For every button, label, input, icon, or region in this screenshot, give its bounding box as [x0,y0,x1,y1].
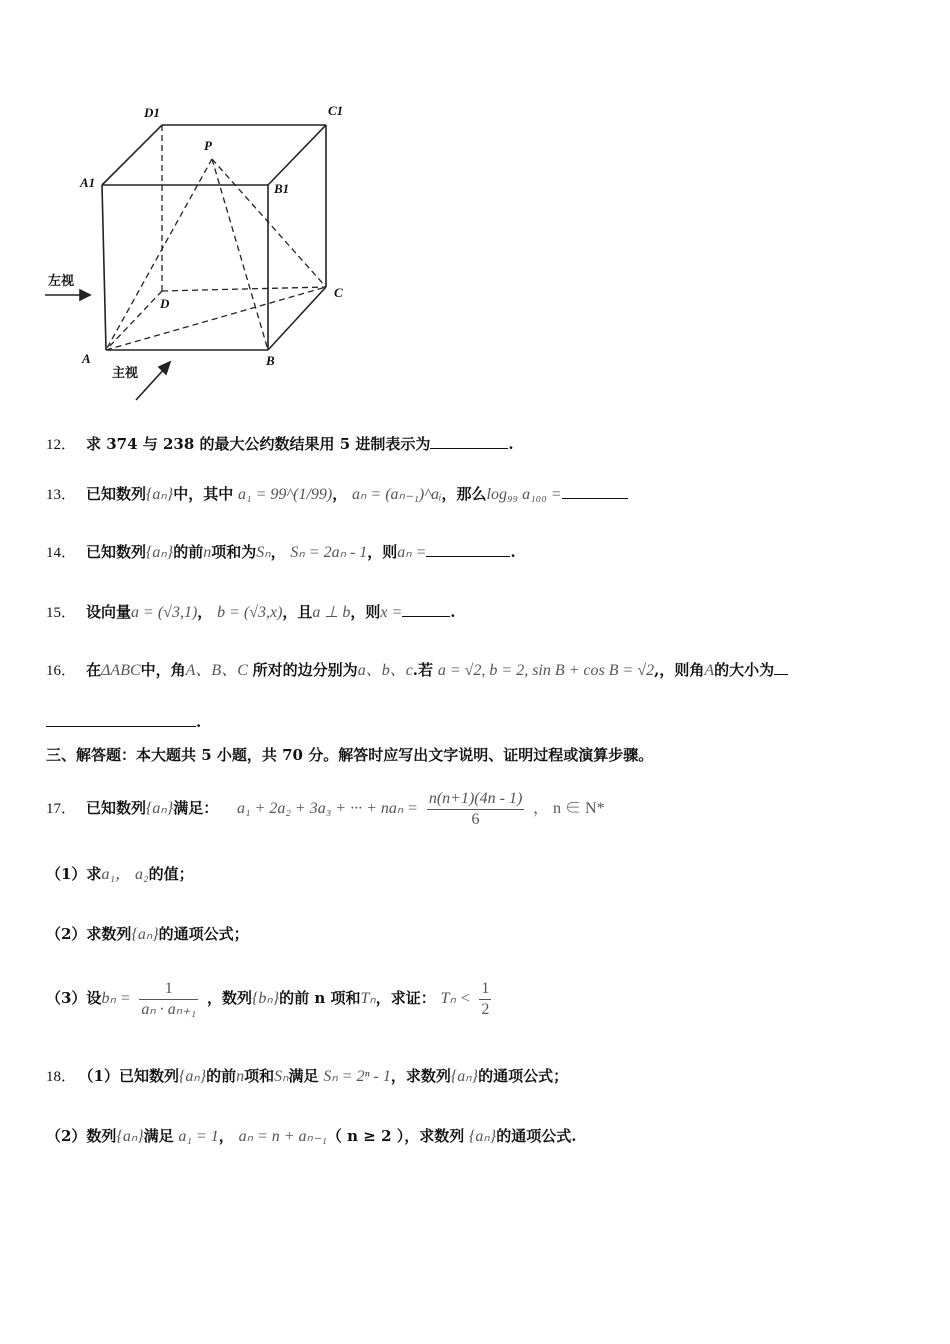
answer-blank-16 [46,712,196,727]
label-d: D [160,296,170,311]
edge-d1a1 [102,125,162,185]
edge-bc [268,287,326,350]
label-b1: B1 [274,181,290,196]
question-14: 14． 已知数列{aₙ}的前n项和为Sₙ， Sₙ = 2aₙ - 1，则aₙ = . [46,543,516,561]
answer-blank-12 [430,434,508,449]
answer-blank-15 [402,602,450,617]
question-13: 13． 已知数列{aₙ}中，其中 a₁ = 99^(1/99)， aₙ = (aₙ₋₁)^aᵢ，那么log₉₉ a₁₀₀ = [46,484,628,505]
fraction-17: $\frac{n(n+1)(4n - 1)}{6}$ [428,789,523,828]
front-view-arrow [136,367,166,400]
label-b: B [266,353,275,368]
label-c1: C1 [328,103,344,118]
edge-pc [212,159,326,287]
section-3-title: 三、解答题：本大题共 5 小题，共 70 分。解答时应写出文字说明、证明过程或演算步骤。 [46,746,654,764]
label-c: C [334,285,343,300]
question-12: 12． 求 374 与 238 的最大公约数结果用 5 进制表示为 . [46,435,514,453]
question-16-cont: . [46,712,201,732]
cube-diagram [40,95,370,415]
question-18-part-1: 18． （1）已知数列{aₙ}的前n项和Sₙ满足 Sₙ = 2ⁿ - 1，求数列{aₙ}的通项公式； [46,1067,569,1085]
edge-pa [106,159,212,350]
label-d1: D1 [144,105,160,120]
fraction-half: $\frac{1}{2}$ [481,979,490,1018]
question-17-part-1: （1）求a₁， a₂的值； [46,865,194,883]
answer-blank-13 [562,484,628,499]
edge-pb [212,159,268,350]
front-view-label: 主视 [112,366,139,381]
question-17-part-2: （2）求数列{aₙ}的通项公式； [46,925,249,943]
label-p: P [204,138,212,153]
label-a1: A1 [80,175,96,190]
edge-c1b1 [268,125,326,185]
question-15: 15． 设向量a = (√3,1)， b = (√3,x)，且a ⊥ b，则x = . [46,603,456,621]
edge-ac [106,287,326,350]
question-17: 17． 已知数列{aₙ}满足： a₁ + 2a₂ + 3a₃ + ··· + naₙ = $\frac{n(n+1)(4n - 1)}{6}$ ， n ∈ N* [46,789,605,828]
question-17-part-3: （3）设bₙ = $\frac{1}{\text{aₙ · aₙ₊₁}}$ ，数列{bₙ}的前 n 项和Tₙ，求证： Tₙ < $\frac{1}{2}$ [46,979,490,1018]
edge-dc [162,287,326,291]
edge-a1a [102,185,106,350]
question-16: 16． 在ΔABC中，角A、B、C 所对的边分别为a、b、c.若 a = √2, b = 2, sin B + cos B = √2,，则角A的大小为 [46,660,788,681]
label-a: A [82,351,91,366]
left-view-label: 左视 [48,274,75,289]
question-18-part-2: （2）数列{aₙ}满足 a₁ = 1， aₙ = n + aₙ₋₁（ n ≥ 2 ），求数列 {aₙ}的通项公式. [46,1127,577,1145]
cube-pyramid-figure [40,95,370,415]
answer-blank-14 [426,542,510,557]
fraction-bn: $\frac{1}{\text{aₙ · aₙ₊₁}}$ [141,979,197,1018]
